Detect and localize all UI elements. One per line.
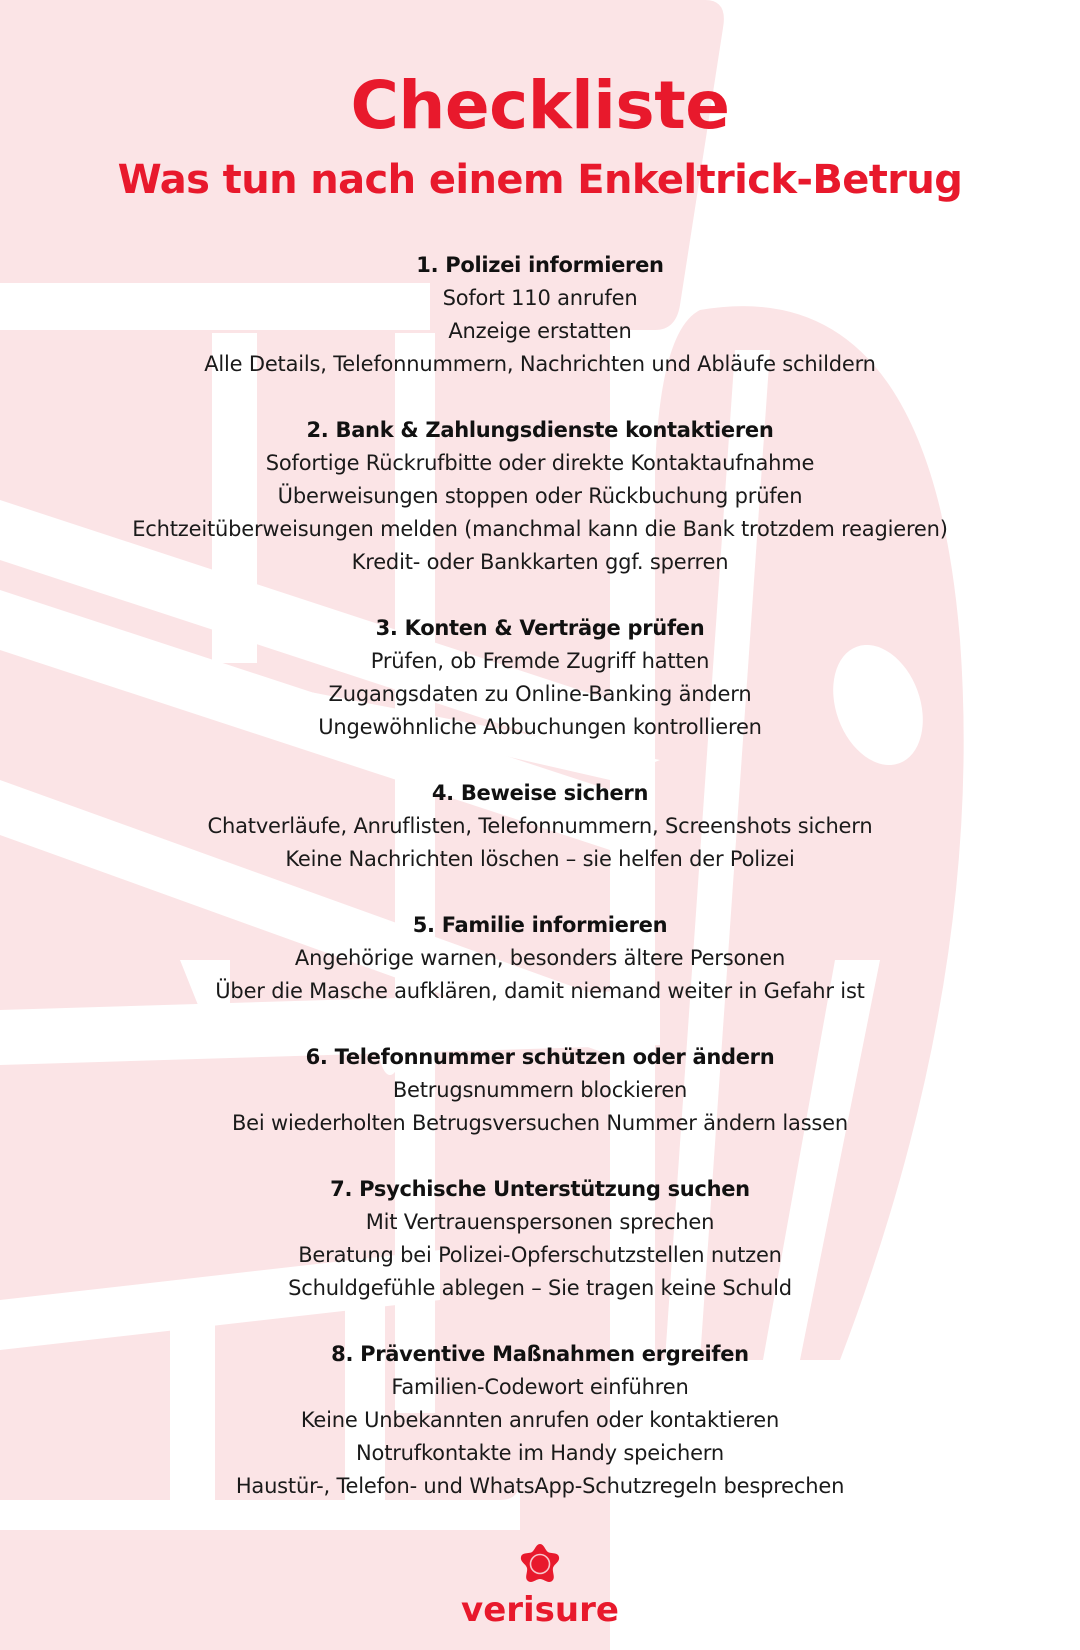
checklist-item: Notrufkontakte im Handy speichern (356, 1441, 724, 1465)
checklist-section-6 (0, 1041, 1080, 1140)
checklist-item: Kredit- oder Bankkarten ggf. sperren (351, 550, 729, 574)
section-title: 1. Polizei informieren (416, 253, 664, 277)
checklist-item: Anzeige erstatten (448, 319, 632, 343)
checklist-item: Betrugsnummern blockieren (392, 1078, 688, 1102)
checklist-item: Alle Details, Telefonnummern, Nachrichten und Abläufe schildern (204, 352, 876, 376)
checklist-item: Chatverläufe, Anruflisten, Telefonnummern, Screenshots sichern (207, 814, 873, 838)
section-title: 6. Telefonnummer schützen oder ändern (305, 1045, 775, 1069)
checklist-item: Bei wiederholten Betrugsversuchen Nummer ändern lassen (231, 1111, 849, 1135)
verisure-flower-icon (518, 1542, 562, 1586)
checklist-item: Überweisungen stoppen oder Rückbuchung prüfen (277, 484, 803, 508)
checklist-item: Prüfen, ob Fremde Zugriff hatten (370, 649, 710, 673)
checklist-item: Sofortige Rückrufbitte oder direkte Kontaktaufnahme (265, 451, 815, 475)
checklist-item: Zugangsdaten zu Online-Banking ändern (328, 682, 752, 706)
checklist-item: Angehörige warnen, besonders ältere Personen (294, 946, 786, 970)
checklist-section-7 (0, 1173, 1080, 1305)
checklist-item: Schuldgefühle ablegen – Sie tragen keine Schuld (288, 1276, 792, 1300)
checklist-item: Sofort 110 anrufen (442, 286, 638, 310)
page-subtitle: Was tun nach einem Enkeltrick-Betrug (117, 157, 963, 203)
checklist-section-3 (0, 612, 1080, 744)
section-title: 5. Familie informieren (412, 913, 668, 937)
page-title: Checkliste (350, 67, 730, 144)
section-title: 4. Beweise sichern (431, 781, 649, 805)
checklist-item: Mit Vertrauenspersonen sprechen (365, 1210, 715, 1234)
checklist-section-4 (0, 777, 1080, 876)
section-title: 2. Bank & Zahlungsdienste kontaktieren (306, 418, 774, 442)
section-title: 3. Konten & Verträge prüfen (375, 616, 705, 640)
section-title: 8. Präventive Maßnahmen ergreifen (331, 1342, 749, 1366)
checklist-item: Ungewöhnliche Abbuchungen kontrollieren (318, 715, 762, 739)
checklist-item: Keine Unbekannten anrufen oder kontaktieren (300, 1408, 780, 1432)
verisure-logo (440, 1542, 640, 1642)
checklist-section-8 (0, 1338, 1080, 1503)
checklist-item: Familien-Codewort einführen (391, 1375, 689, 1399)
checklist-item: Echtzeitüberweisungen melden (manchmal kann die Bank trotzdem reagieren) (132, 517, 948, 541)
checklist-item: Über die Masche aufklären, damit niemand weiter in Gefahr ist (215, 979, 865, 1003)
checklist-section-5 (0, 909, 1080, 1008)
checklist-item: Keine Nachrichten löschen – sie helfen der Polizei (285, 847, 795, 871)
verisure-wordmark: verisure (461, 1590, 619, 1630)
section-title: 7. Psychische Unterstützung suchen (330, 1177, 750, 1201)
checklist-sections (0, 249, 1080, 1536)
checklist-item: Beratung bei Polizei-Opferschutzstellen nutzen (298, 1243, 782, 1267)
checklist-section-1 (0, 249, 1080, 381)
checklist-item: Haustür-, Telefon- und WhatsApp-Schutzregeln besprechen (235, 1474, 845, 1498)
checklist-section-2 (0, 414, 1080, 579)
